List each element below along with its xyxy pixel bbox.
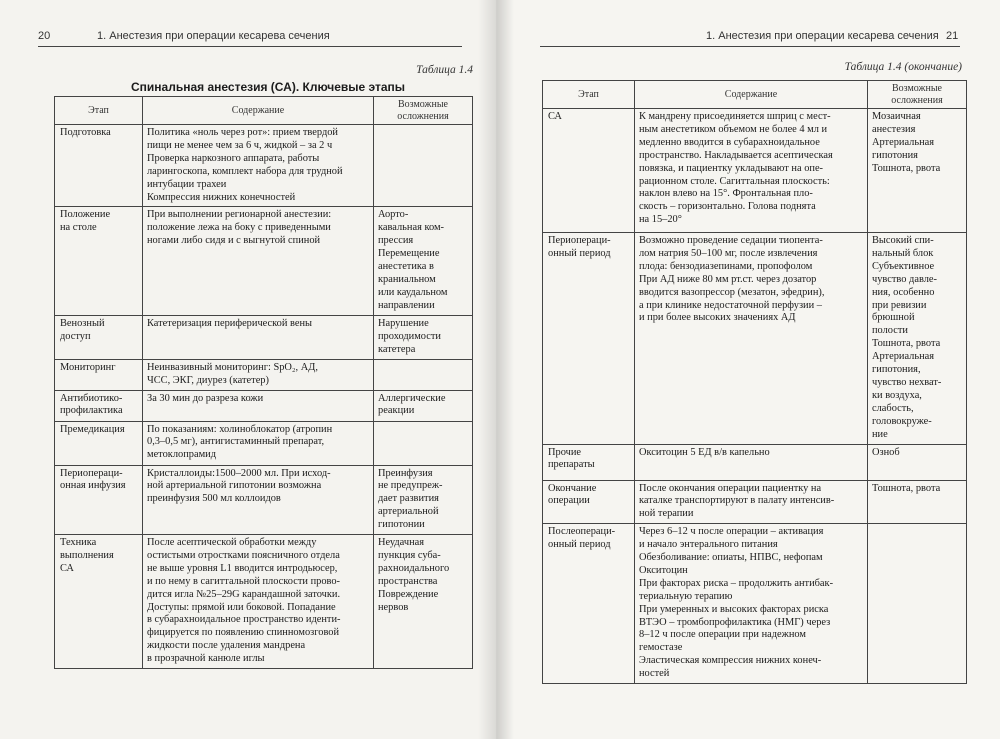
cell-line: Повреждение [378,588,439,600]
cell-line: ным анестетиком объемом не более 4 мл и [639,123,828,135]
cell-line: СА [548,111,562,122]
cell-line: рационном столе. Сагиттальная плоскость: [639,175,830,187]
stage-cell [543,233,635,445]
cell-line: онная инфузия [60,480,126,492]
cell-line: положение лежа на боку с приведенными [147,222,331,234]
cell-line: и при более высоких значениях АД [639,312,796,324]
content-cell [143,125,374,207]
table-caption: Таблица 1.4 (окончание) [844,61,962,73]
stage-cell [55,315,143,359]
cell-line: Доступы: прямой или боковой. Попадание [147,601,336,613]
cell-line: на столе [60,222,97,234]
cell-line: дает развития [378,493,439,505]
cell-line: пункция суба- [378,549,441,561]
table-row [55,359,473,390]
stage-cell [55,125,143,207]
stages-table [54,96,473,669]
cell-line: Окончание [548,482,597,494]
cell-line: ЧСС, ЭКГ, диурез (катетер) [147,374,269,386]
cell-line: Периопераци- [60,467,123,479]
cell-line: ВТЭО – тромбопрофилактика (НМГ) через [639,616,831,628]
cell-line: направлении [378,299,435,311]
content-cell [635,109,868,233]
content-cell [635,233,868,445]
cell-line: нервов [378,601,409,613]
cell-line: Нарушение [378,317,429,329]
page-number: 21 [946,30,959,42]
table-row [543,524,967,684]
complications-cell [374,421,473,465]
stage-cell [543,109,635,233]
complications-cell [374,125,473,207]
cell-line: краниальном [378,273,436,285]
cell-line: Перемещение [378,248,440,260]
cell-line: Послеопераци- [548,526,616,538]
cell-line: Аллергические [378,392,446,404]
cell-line: чувство нехват- [872,376,942,388]
cell-line: ностей [639,668,670,680]
cell-line: Мониторинг [60,361,116,373]
cell-line: СА [60,562,74,574]
cell-line: повязка, и пациентку укладывают на опе- [639,162,824,174]
cell-line: ларингоскопа, комплект набора для трудной [147,165,343,177]
left-page [0,0,495,739]
cell-line: медленно вводится в субарахноидальное [639,136,820,148]
cell-line: Высокий спи- [872,235,934,246]
cell-line: Эластическая компрессия нижних конеч- [639,655,822,667]
table-row [543,233,967,445]
cell-line: в прозрачной канюле иглы [147,653,265,665]
cell-line: на 15–20° [639,214,682,226]
table-header-row [55,97,473,125]
cell-line: 0,3–0,5 мг), антигистаминный препарат, [147,436,325,448]
content-cell [635,524,868,684]
complications-cell [374,207,473,315]
cell-line: прессия [378,235,414,247]
cell-line: Озноб [872,446,900,458]
cell-line: ния, особенно [872,286,935,298]
running-header: 1. Анестезия при операции кесарева сечения [706,30,939,42]
cell-line: Катетеризация периферической вены [147,317,313,329]
cell-line: полости [872,325,908,337]
table-row [55,465,473,535]
cell-line: и по нему в сагиттальной плоскости прово- [147,575,341,587]
cell-line: ногами либо сидя и с выгнутой спиной [147,235,321,247]
cell-line: Артериальная [872,351,935,363]
column-header-stage: Этап [543,81,635,109]
cell-line: По показаниям: холиноблокатор (атропин [147,423,333,435]
cell-line: ние [872,428,888,440]
table-row [55,535,473,669]
cell-line: при ревизии [872,299,927,311]
content-cell [635,480,868,524]
complications-cell [868,233,967,445]
cell-line: Тошнота, рвота [872,162,941,174]
cell-line: Прочие [548,446,582,458]
cell-line: кавальная ком- [378,222,445,234]
stages-table-continued [542,80,967,684]
cell-line: препараты [548,459,595,471]
table-row [543,109,967,233]
cell-line: рахноидального [378,562,450,574]
cell-line: гемостазе [639,642,683,654]
complications-cell [868,524,967,684]
table-row [55,315,473,359]
column-header-stage: Этап [55,97,143,125]
cell-line: ной артериальной гипотонии возможна [147,480,322,492]
cell-line: профилактика [60,405,123,417]
cell-line: пространства [378,575,438,587]
cell-line: Окситоцин [639,564,688,576]
cell-line: Техника [60,537,97,549]
cell-line: За 30 мин до разреза кожи [147,392,264,404]
complications-cell [868,480,967,524]
cell-line: ной терапии [639,508,694,520]
content-cell [635,444,868,480]
column-header-content: Содержание [143,97,374,125]
book-gutter-shadow [478,0,514,739]
cell-line: После асептической обработки между [147,537,317,549]
complications-cell [374,465,473,535]
stage-cell [55,421,143,465]
cell-line: При выполнении регионарной анестезии: [147,209,332,221]
cell-line: или каудальном [378,286,448,298]
cell-line: выполнения [60,549,114,561]
cell-line: наклон влево на 15°. Фронтальная пло- [639,188,813,200]
cell-line: жидкости после удаления мандрена [147,640,306,652]
cell-line: Неинвазивный мониторинг: SpO₂, АД, [147,361,318,373]
complications-cell [868,109,967,233]
complications-cell [374,315,473,359]
cell-line: преинфузия 500 мл коллоидов [147,493,281,505]
cell-line: Компрессия нижних конечностей [147,191,296,203]
cell-line: лом натрия 50–100 мг, после извлечения [639,247,818,259]
cell-line: При факторах риска – продолжить антибак- [639,577,834,589]
cell-line: проходимости [378,330,441,342]
stage-cell [55,207,143,315]
stage-cell [543,480,635,524]
cell-line: Премедикация [60,423,125,435]
cell-line: териальную терапию [639,590,733,602]
cell-line: Антибиотико- [60,392,123,404]
cell-line: катетера [378,343,416,355]
cell-line: остистыми отростками поясничного отдела [147,549,340,561]
cell-line: анестезия [872,123,916,135]
content-cell [143,465,374,535]
content-cell [143,535,374,669]
cell-line: гипотония [872,149,918,161]
cell-line: Субъективное [872,260,935,272]
header-rule [38,46,462,47]
cell-line: головокруже- [872,415,932,427]
cell-line: Возможно проведение седации тиопента- [639,235,823,246]
table-row [55,390,473,421]
content-cell [143,390,374,421]
table-row [543,444,967,480]
complications-cell [868,444,967,480]
table-row [543,480,967,524]
cell-line: Кристаллоиды:1500–2000 мл. При исход- [147,467,331,479]
cell-line: метоклопрамид [147,449,217,461]
page-number: 20 [38,30,51,42]
cell-line: Обезболивание: опиаты, НПВС, нефопам [639,552,823,564]
stage-cell [55,390,143,421]
cell-line: слабость, [872,402,914,414]
cell-line: а при клинике недостаточной перфузии – [639,299,822,311]
cell-line: пищи не менее чем за 6 ч, жидкой – за 2 ч [147,139,333,151]
cell-line: операции [548,495,590,507]
cell-line: Тошнота, рвота [872,338,941,350]
cell-line: Периопераци- [548,235,611,246]
cell-line: вводится вазопрессор (мезатон, эфедрин), [639,286,825,298]
cell-line: Положение [60,209,111,221]
cell-line: К мандрену присоединяется шприц с мест- [639,111,831,122]
table-title: Спинальная анестезия (СА). Ключевые этапы [131,80,406,94]
stage-cell [55,359,143,390]
cell-line: пространство. Накладывается асептическая [639,149,833,161]
cell-line: доступ [60,330,91,342]
cell-line: Мозаичная [872,111,921,122]
cell-line: 8–12 ч после операции при надежном [639,629,806,641]
right-page [495,0,1000,739]
cell-line: Политика «ноль через рот»: прием твердой [147,127,338,138]
complications-cell [374,390,473,421]
cell-line: Через 6–12 ч после операции – активация [639,526,824,538]
column-header-content: Содержание [635,81,868,109]
cell-line: дится игла №25–29G карандашной заточки. [147,588,341,600]
table-caption: Таблица 1.4 [416,64,473,76]
content-cell [143,359,374,390]
complications-cell [374,359,473,390]
cell-line: не предупреж- [378,480,443,492]
cell-line: в субарахноидальное пространство иденти- [147,614,341,626]
cell-line: Тошнота, рвота [872,482,941,494]
header-rule [540,46,960,47]
cell-line: артериальной [378,506,439,518]
cell-line: После окончания операции пациентку на [639,482,822,494]
column-header-complications: Возможные осложнения [374,97,473,125]
cell-line: Подготовка [60,127,111,138]
table-row [55,207,473,315]
cell-line: Неудачная [378,537,425,549]
cell-line: фицируется по появлению спинномозговой [147,627,340,639]
stage-cell [55,465,143,535]
cell-line: Окситоцин 5 ЕД в/в капельно [639,446,770,458]
cell-line: При умеренных и высоких факторах риска [639,603,829,615]
cell-line: гипотония, [872,364,921,376]
running-header: 1. Анестезия при операции кесарева сечения [97,30,330,42]
content-cell [143,421,374,465]
cell-line: онный период [548,247,611,259]
cell-line: реакции [378,405,415,417]
cell-line: скость – горизонтально. Голова поднята [639,201,816,213]
table-header-row [543,81,967,109]
cell-line: интубации трахеи [147,178,227,190]
cell-line: плода: бензодиазепинами, пропофолом [639,260,813,272]
column-header-complications: Возможные осложнения [868,81,967,109]
content-cell [143,315,374,359]
cell-line: онный период [548,539,611,551]
cell-line: и начало энтерального питания [639,539,778,551]
cell-line: анестетика в [378,261,434,273]
cell-line: каталке транспортируют в палату интенсив- [639,495,835,507]
cell-line: не выше уровня L1 вводится интродьюсер, [147,562,338,574]
complications-cell [374,535,473,669]
cell-line: Артериальная [872,136,935,148]
cell-line: нальный блок [872,247,934,259]
cell-line: Венозный [60,317,105,329]
cell-line: Аорто- [378,209,409,221]
table-row [55,421,473,465]
stage-cell [55,535,143,669]
cell-line: брюшной [872,312,915,324]
cell-line: Преинфузия [378,467,433,479]
table-row [55,125,473,207]
cell-line: При АД ниже 80 мм рт.ст. через дозатор [639,273,817,285]
stage-cell [543,444,635,480]
cell-line: чувство давле- [872,273,937,285]
cell-line: ки воздуха, [872,389,922,401]
cell-line: гипотонии [378,519,425,531]
content-cell [143,207,374,315]
stage-cell [543,524,635,684]
cell-line: Проверка наркозного аппарата, работы [147,152,320,164]
